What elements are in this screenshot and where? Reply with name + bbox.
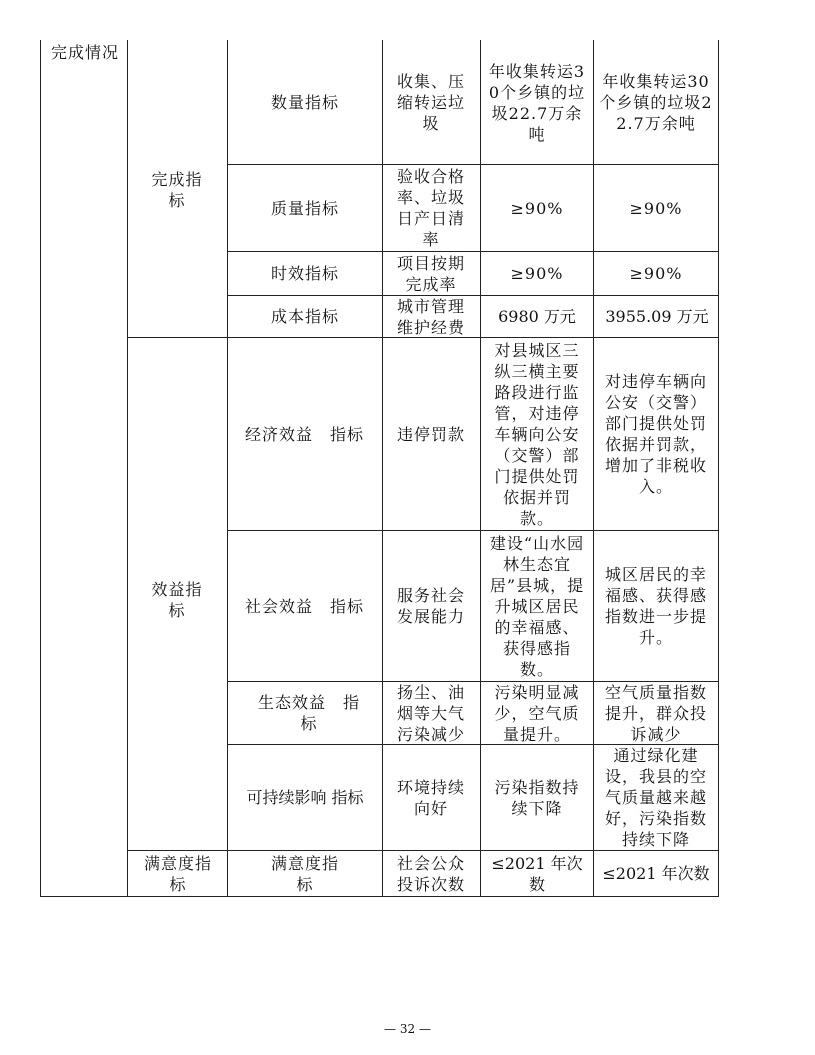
grid-line (40, 896, 719, 897)
target-cell: ≥90% (510, 264, 564, 283)
actual-cell: ≥90% (629, 264, 683, 283)
target-cell: 污染明显减少，空气质量提升。 (494, 682, 580, 744)
indicator-cell: 可持续影响 指标 (246, 788, 364, 807)
group-satisfaction-label: 满意度指标 (143, 853, 212, 894)
indicator-cell: 时效指标 (270, 264, 339, 283)
content-cell: 环境持续向好 (396, 777, 465, 818)
group-benefit-label: 效益指标 (151, 580, 203, 620)
indicator-cell: 质量指标 (270, 198, 339, 218)
grid-line (382, 40, 383, 896)
content-cell: 社会公众投诉次数 (396, 853, 465, 894)
indicator-cell: 满意度指标 (270, 853, 339, 894)
completion-status-label: 完成情况 (50, 43, 119, 62)
target-cell: 污染指数持续下降 (494, 777, 580, 818)
content-cell: 违停罚款 (396, 424, 465, 444)
target-cell: 6980 万元 (498, 307, 576, 326)
grid-line (40, 40, 41, 896)
target-cell: 对县城区三纵三横主要路段进行监管，对违停车辆向公安（交警）部门提供处罚依据并罚款。 (494, 340, 580, 528)
actual-cell: 3955.09 万元 (605, 307, 709, 326)
actual-cell: ≥90% (629, 198, 683, 218)
actual-cell: ≤2021 年次数 (602, 864, 710, 883)
content-cell: 服务社会发展能力 (396, 586, 465, 626)
actual-cell: 通过绿化建设，我县的空气质量越来越好，污染指数持续下降 (604, 746, 707, 849)
grid-line (593, 40, 594, 896)
grid-line (480, 40, 481, 896)
group-completion-label: 完成指标 (151, 170, 203, 210)
page-number: — 32 — (384, 1022, 431, 1036)
actual-cell: 对违停车辆向公安（交警）部门提供处罚依据并罚款，增加了非税收入。 (604, 372, 707, 496)
indicator-cell: 社会效益 指标 (244, 596, 364, 616)
grid-line (127, 40, 128, 896)
content-cell: 验收合格率、垃圾日产日清率 (396, 167, 465, 249)
target-cell: ≥90% (510, 198, 564, 218)
indicator-cell: 经济效益 指标 (244, 424, 364, 444)
actual-cell: 空气质量指数提升，群众投诉减少 (604, 682, 707, 744)
target-cell: ≤2021 年次数 (491, 853, 583, 894)
indicator-cell: 成本指标 (270, 307, 339, 326)
indicator-cell: 数量指标 (270, 93, 339, 112)
actual-cell: 年收集转运30个乡镇的垃圾22.7万余吨 (599, 72, 713, 133)
target-cell: 建设“山水园林生态宜居”县城，提升城区居民的幸福感、获得感指数。 (489, 533, 585, 679)
grid-line (227, 40, 228, 896)
actual-cell: 城区居民的幸福感、获得感指数进一步提升。 (604, 565, 707, 647)
indicator-cell: 生态效益 指标 (257, 693, 360, 733)
target-cell: 年收集转运30个乡镇的垃圾22.7万余吨 (488, 61, 586, 144)
content-cell: 城市管理维护经费 (396, 296, 465, 337)
content-cell: 项目按期完成率 (396, 253, 465, 294)
grid-line (718, 40, 719, 896)
content-cell: 收集、压缩转运垃圾 (396, 72, 465, 133)
content-cell: 扬尘、油烟等大气污染减少 (396, 682, 465, 744)
